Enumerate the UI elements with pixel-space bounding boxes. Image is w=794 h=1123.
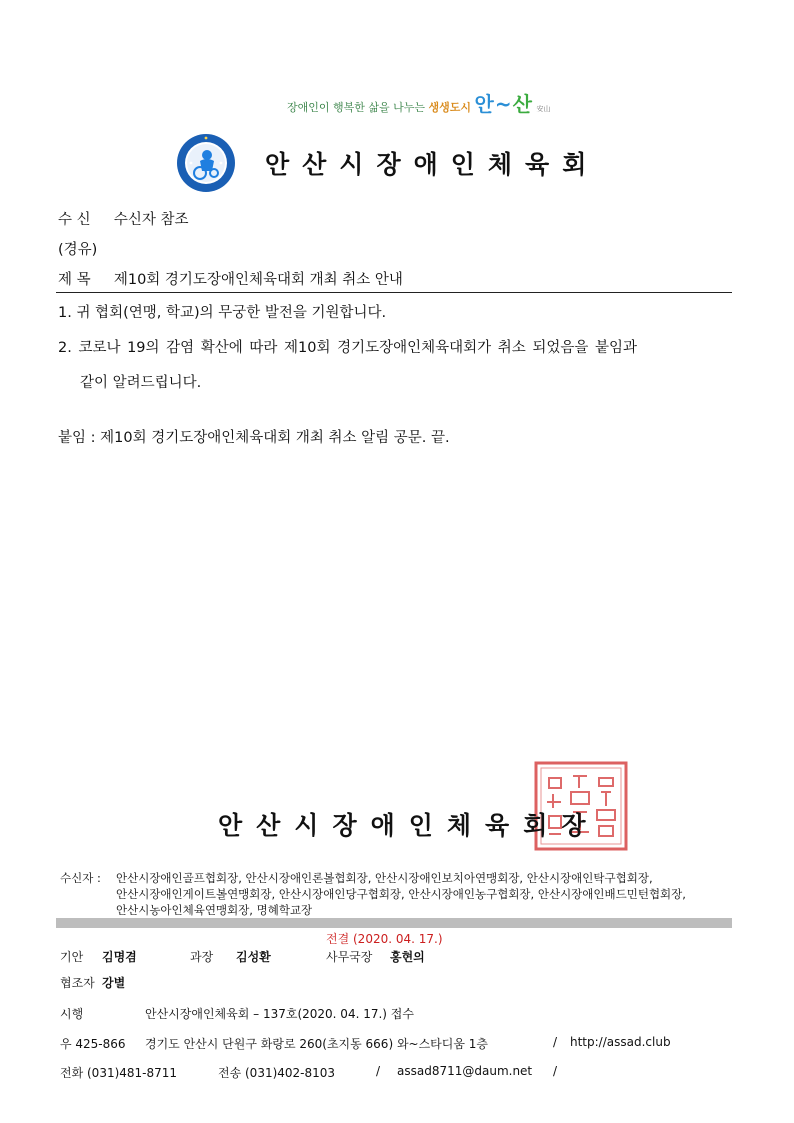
manager-name: 김성환	[236, 950, 271, 964]
recipients-line: 안산시장애인게이트볼연맹회장, 안산시장애인당구협회장, 안산시장애인농구협회장, 안산시장애인배드민턴협회장,	[116, 887, 686, 901]
subject-value: 제10회 경기도장애인체육대회 개최 취소 안내	[113, 272, 403, 288]
subject-row	[58, 268, 403, 289]
phone: 전화 (031)481-8711	[60, 1066, 178, 1080]
slogan-text: 장애인이 행복한 삶을 나누는	[287, 101, 426, 114]
brand-tiny-text: 安山	[536, 105, 551, 113]
drafter-name: 김명겸	[102, 950, 137, 964]
signature-title: 안산시장애인체육회장	[218, 811, 600, 840]
address: 경기도 안산시 단원구 화랑로 260(초지동 666) 와~스타디움 1층	[145, 1037, 488, 1051]
recipients-line: 안산시농아인체육연맹회장, 명혜학교장	[116, 903, 313, 917]
drafter-label: 기안	[60, 950, 84, 964]
recipient-value: 수신자 참조	[113, 212, 189, 228]
section-divider-bar	[56, 918, 732, 928]
homepage-link[interactable]: http://assad.club	[570, 1035, 671, 1049]
body-line-1: 1. 귀 협회(연맹, 학교)의 무궁한 발전을 기원합니다.	[58, 305, 387, 321]
recipient-label: 수 신	[58, 212, 91, 228]
recipients-list	[116, 870, 686, 918]
separator: /	[376, 1064, 381, 1078]
subject-label: 제 목	[58, 272, 91, 288]
cooperator-name: 강별	[102, 976, 126, 990]
fax: 전송 (031)402-8103	[218, 1066, 336, 1080]
body-line-3: 같이 알려드립니다.	[80, 375, 202, 391]
director-name: 홍현의	[390, 950, 425, 964]
attachment-line: 붙임 : 제10회 경기도장애인체육대회 개최 취소 알림 공문. 끝.	[58, 430, 450, 446]
body-line-2: 2. 코로나 19의 감염 확산에 따라 제10회 경기도장애인체육대회가 취소 되었음을 붙임과	[58, 340, 638, 356]
org-title: 안산시장애인체육회	[265, 150, 600, 179]
postal-code: 우 425-866	[60, 1037, 126, 1051]
subject-divider	[56, 292, 732, 293]
separator: /	[553, 1064, 558, 1078]
separator: /	[553, 1035, 558, 1049]
recipients-line: 안산시장애인골프협회장, 안산시장애인론볼협회장, 안산시장애인보치아연맹회장, 안산시장애인탁구협회장,	[116, 871, 653, 885]
enforce-label: 시행	[60, 1007, 84, 1021]
via-row: (경유)	[58, 242, 98, 258]
manager-label: 과장	[190, 950, 214, 964]
enforce-value: 안산시장애인체육회 – 137호(2020. 04. 17.) 접수	[145, 1007, 414, 1021]
brand-logo: 안~산	[474, 92, 533, 116]
org-emblem-icon	[176, 133, 236, 193]
recipients-label: 수신자 :	[60, 871, 101, 885]
slogan-highlight: 생생도시	[428, 101, 472, 114]
header-slogan	[287, 88, 551, 118]
recipient-row	[58, 208, 189, 229]
email-link[interactable]: assad8711@daum.net	[397, 1064, 533, 1078]
decision-stamp: 전결 (2020. 04. 17.)	[326, 932, 443, 946]
director-label: 사무국장	[326, 950, 373, 964]
cooperator-label: 협조자	[60, 976, 95, 990]
